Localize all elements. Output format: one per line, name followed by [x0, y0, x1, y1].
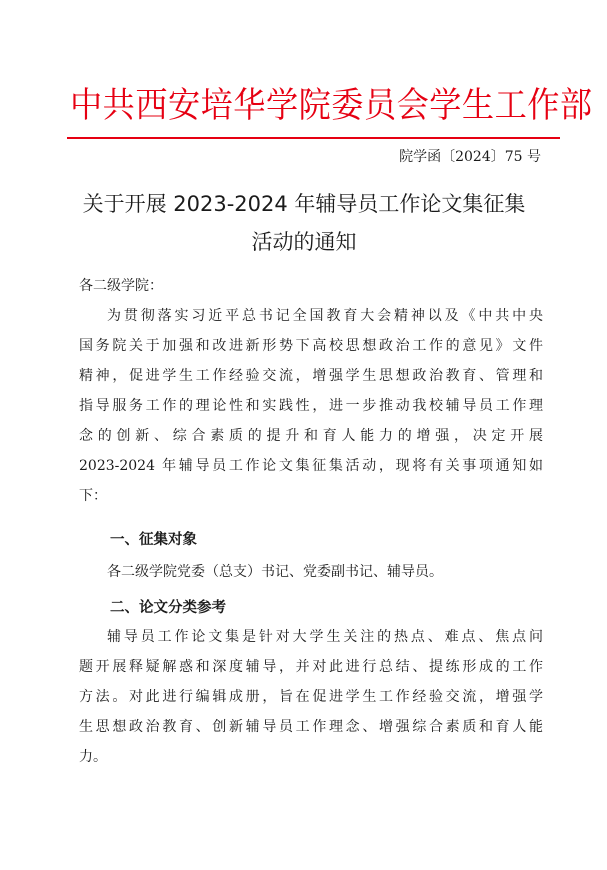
paragraph-line: 为贯彻落实习近平总书记全国教育大会精神以及《中共中央 [107, 308, 543, 324]
paragraph-line: 辅导员工作论文集是针对大学生关注的热点、难点、焦点问 [107, 629, 543, 645]
paragraph-line: 国务院关于加强和改进新形势下高校思想政治工作的意见》文件 [79, 338, 543, 354]
paragraph-line: 指导服务工作的理论性和实践性，进一步推动我校辅导员工作理 [79, 398, 543, 414]
paragraph-line: 各二级学院党委（总支）书记、党委副书记、辅导员。 [107, 564, 443, 580]
paragraph-intro [79, 301, 543, 511]
paragraph-line: 题开展释疑解惑和深度辅导，并对此进行总结、提练形成的工作 [79, 659, 543, 675]
document-number: 院学函〔2024〕75 号 [399, 149, 541, 165]
paragraph-line: 力。 [79, 749, 107, 765]
paragraph-line: 生思想政治教育、创新辅导员工作理念、增强综合素质和育人能 [79, 719, 543, 735]
paragraph-line: 下： [79, 488, 107, 504]
red-divider-line [67, 137, 560, 139]
salutation: 各二级学院： [79, 278, 163, 294]
paragraph-section-1 [79, 557, 543, 587]
paragraph-line: 2023-2024 年辅导员工作论文集征集活动，现将有关事项通知如 [79, 458, 543, 474]
paragraph-section-2 [79, 622, 543, 772]
paragraph-line: 念的创新、综合素质的提升和育人能力的增强，决定开展 [79, 428, 543, 444]
notice-title-line-2: 活动的通知 [251, 230, 357, 254]
section-heading-1: 一、征集对象 [110, 532, 197, 548]
paragraph-line: 精神，促进学生工作经验交流，增强学生思想政治教育、管理和 [79, 368, 543, 384]
notice-title-line-1: 关于开展 2023-2024 年辅导员工作论文集征集 [82, 192, 526, 216]
paragraph-line: 方法。对此进行编辑成册，旨在促进学生工作经验交流，增强学 [79, 689, 543, 705]
organization-header: 中共西安培华学院委员会学生工作部 [70, 86, 593, 126]
section-heading-2: 二、论文分类参考 [110, 600, 226, 616]
